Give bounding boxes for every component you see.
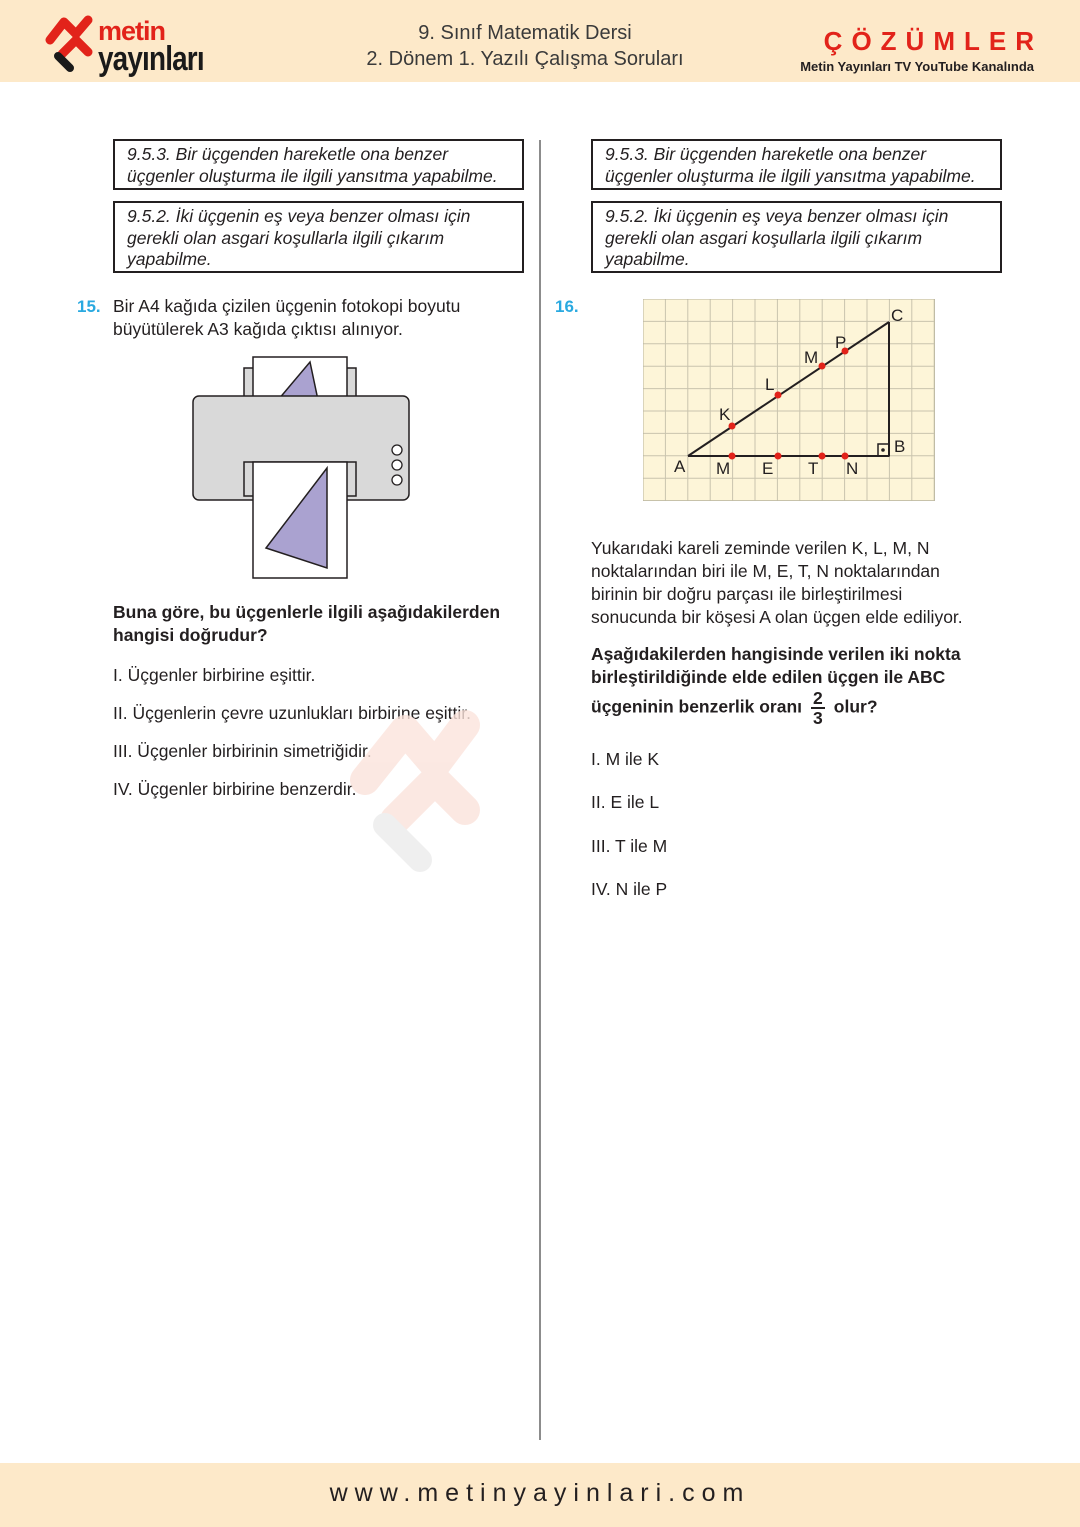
label-b: B: [894, 437, 906, 456]
printer-button-2: [392, 460, 402, 470]
solutions-banner: [800, 26, 1043, 74]
logo-text-top: metin: [98, 16, 166, 46]
grid-background: [643, 299, 935, 501]
grid-figure: [643, 299, 935, 501]
label-k: K: [719, 405, 731, 424]
question-16-prompt-line1: Aşağıdakilerden hangisinde verilen iki nokta birleştirildiğinde elde edilen üçgen ile ABC: [591, 644, 961, 687]
fraction-numerator: 2: [813, 688, 823, 708]
point-t: [819, 453, 826, 460]
header-title-line2: 2. Dönem 1. Yazılı Çalışma Soruları: [366, 48, 684, 70]
question-text: Bir A4 kağıda çizilen üçgenin fotokopi boyutu büyütülerek A3 kağıda çıktısı alınıyor.: [113, 296, 461, 339]
label-m-top: M: [804, 348, 819, 367]
solutions-title: ÇÖZÜMLER: [823, 26, 1043, 56]
option-16-3: III. T ile M: [591, 836, 668, 856]
label-e: E: [762, 459, 774, 478]
footer-website-link[interactable]: www.metinyayinlari.com: [329, 1479, 751, 1507]
right-angle-dot: [881, 448, 885, 452]
solutions-subtitle: Metin Yayınları TV YouTube Kanalında: [800, 59, 1034, 74]
point-e: [775, 453, 782, 460]
point-l: [775, 392, 782, 399]
option-1: I. Üçgenler birbirine eşittir.: [113, 665, 316, 685]
option-16-4: IV. N ile P: [591, 879, 668, 899]
ratio-fraction: [811, 689, 825, 727]
question-prompt: Buna göre, bu üçgenlerle ilgili aşağıdakilerden hangisi doğrudur?: [113, 602, 501, 645]
outcome-box-2-right: 9.5.2. İki üçgenin eş veya benzer olması için gerekli olan asgari koşullarla ilgili çıkarım yapabilme.: [591, 201, 1002, 273]
question-16-prompt-end: olur?: [833, 696, 878, 717]
question-16-text: Yukarıdaki kareli zeminde verilen K, L, M, N noktalarından biri ile M, E, T, N noktalarından birinin bir doğru parçası ile birleştirilmesi sonucunda bir köşesi A olan üçgen elde ediliyor.: [591, 538, 963, 627]
header-title: [330, 20, 720, 72]
option-3: III. Üçgenler birbirinin simetriğidir.: [113, 741, 372, 761]
label-m-bottom: M: [716, 459, 731, 478]
option-16-2: II. E ile L: [591, 792, 660, 812]
label-a: A: [674, 457, 686, 476]
page-footer: [0, 1463, 1080, 1527]
label-t: T: [808, 459, 819, 478]
watermark-logo: [335, 690, 775, 890]
header-title-line1: 9. Sınıf Matematik Dersi: [418, 22, 632, 44]
printer-button-1: [392, 445, 402, 455]
label-l: L: [765, 375, 775, 394]
logo-icon: [40, 10, 100, 76]
option-2: II. Üçgenlerin çevre uzunlukları birbirine eşittir.: [113, 703, 471, 723]
photocopy-illustration: [190, 355, 412, 581]
point-m-top: [819, 363, 826, 370]
outcome-box-1: 9.5.3. Bir üçgenden hareketle ona benzer üçgenler oluşturma ile ilgili yansıtma yapabilme.: [113, 139, 524, 190]
question-number: 15.: [77, 297, 101, 316]
outcome-box-2: 9.5.2. İki üçgenin eş veya benzer olması için gerekli olan asgari koşullarla ilgili çıkarım yapabilme.: [113, 201, 524, 273]
logo-text-bottom: yayınları: [98, 40, 204, 78]
question-16-prompt-line2: üçgeninin benzerlik oranı: [591, 696, 803, 717]
label-p: P: [835, 333, 847, 352]
printer-button-3: [392, 475, 402, 485]
page-header: [0, 0, 1080, 82]
option-16-1: I. M ile K: [591, 749, 660, 769]
outcome-box-1-right: 9.5.3. Bir üçgenden hareketle ona benzer üçgenler oluşturma ile ilgili yansıtma yapabilme.: [591, 139, 1002, 190]
label-c: C: [891, 306, 904, 325]
fraction-denominator: 3: [813, 708, 823, 728]
option-4: IV. Üçgenler birbirine benzerdir.: [113, 779, 357, 799]
label-n: N: [846, 459, 859, 478]
publisher-logo: [40, 10, 210, 76]
question-number-16: 16.: [555, 297, 579, 316]
